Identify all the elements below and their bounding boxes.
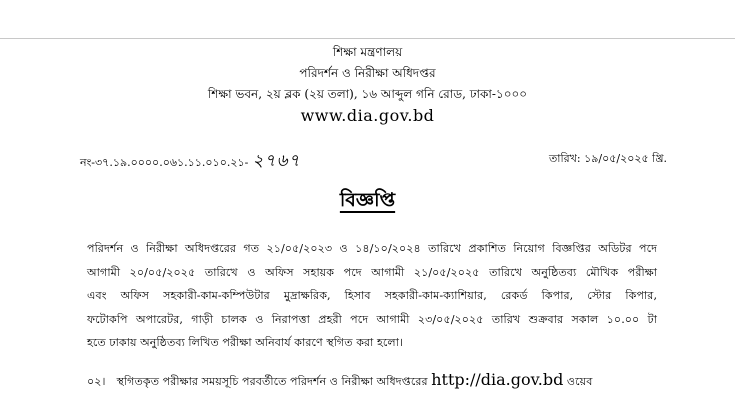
top-divider bbox=[0, 38, 735, 39]
paragraph-line: হতে ঢাকায় অনুষ্ঠিতব্য লিখিত পরীক্ষা অনিবার্য কারণে স্থগিত করা হলো। bbox=[87, 336, 403, 349]
paragraph-2-tail: ওয়েব bbox=[566, 375, 593, 388]
paragraph-2-text: স্থগিতকৃত পরীক্ষার সময়সূচি পরবর্তীতে পরিদর্শন ও নিরীক্ষা অধিদপ্তরের bbox=[116, 375, 428, 388]
directorate-name: পরিদর্শন ও নিরীক্ষা অধিদপ্তর bbox=[299, 66, 436, 80]
ministry-name: শিক্ষা মন্ত্রণালয় bbox=[332, 45, 403, 59]
paragraph-line: পরিদর্শন ও নিরীক্ষা অধিদপ্তরের গত ২১/০৫/২০২৩ ও ১৪/১০/২০২৪ তারিখে প্রকাশিত নিয়োগ বিজ্ঞপ্তির অডিটর পদে bbox=[87, 242, 657, 255]
office-address: শিক্ষা ভবন, ২য় ব্লক (২য় তলা), ১৬ আব্দুল গনি রোড, ঢাকা-১০০০ bbox=[207, 87, 528, 101]
paragraph-2 bbox=[87, 370, 657, 392]
handwritten-serial: ২৭৬৭ bbox=[252, 151, 301, 171]
memo-number bbox=[80, 148, 301, 176]
memo-number-text: নং-৩৭.১৯.০০০০.০৬১.১১.০১০.২১- bbox=[80, 156, 249, 169]
paragraph-line: এবং অফিস সহকারী-কাম-কম্পিউটার মুদ্রাক্ষরিক, হিসাব সহকারী-কাম-ক্যাশিয়ার, রেকর্ড কিপার, স্টোর কিপার, bbox=[87, 289, 657, 302]
website-link[interactable]: www.dia.gov.bd bbox=[300, 106, 435, 125]
memo-date: তারিখ: ১৯/০৫/২০২৫ খ্রি. bbox=[549, 152, 667, 165]
paragraph-1 bbox=[87, 237, 657, 355]
paragraph-line: আগামী ২০/০৫/২০২৫ তারিখে ও অফিস সহায়ক পদে আগামী ২১/০৫/২০২৫ তারিখে অনুষ্ঠিতব্য মৌখিক পরীক্ষা bbox=[87, 265, 657, 279]
paragraph-number: ০২। bbox=[87, 375, 106, 388]
notice-title bbox=[0, 186, 735, 218]
paragraph-line: ফটোকপি অপারেটর, গাড়ী চালক ও নিরাপত্তা প্রহরী পদে আগামী ২৩/০৫/২০২৫ তারিখ শুক্রবার সকাল ১০.০০ টা bbox=[87, 312, 657, 326]
dia-url-link[interactable]: http://dia.gov.bd bbox=[431, 370, 564, 389]
notice-title-text: বিজ্ঞপ্তি bbox=[339, 189, 396, 211]
